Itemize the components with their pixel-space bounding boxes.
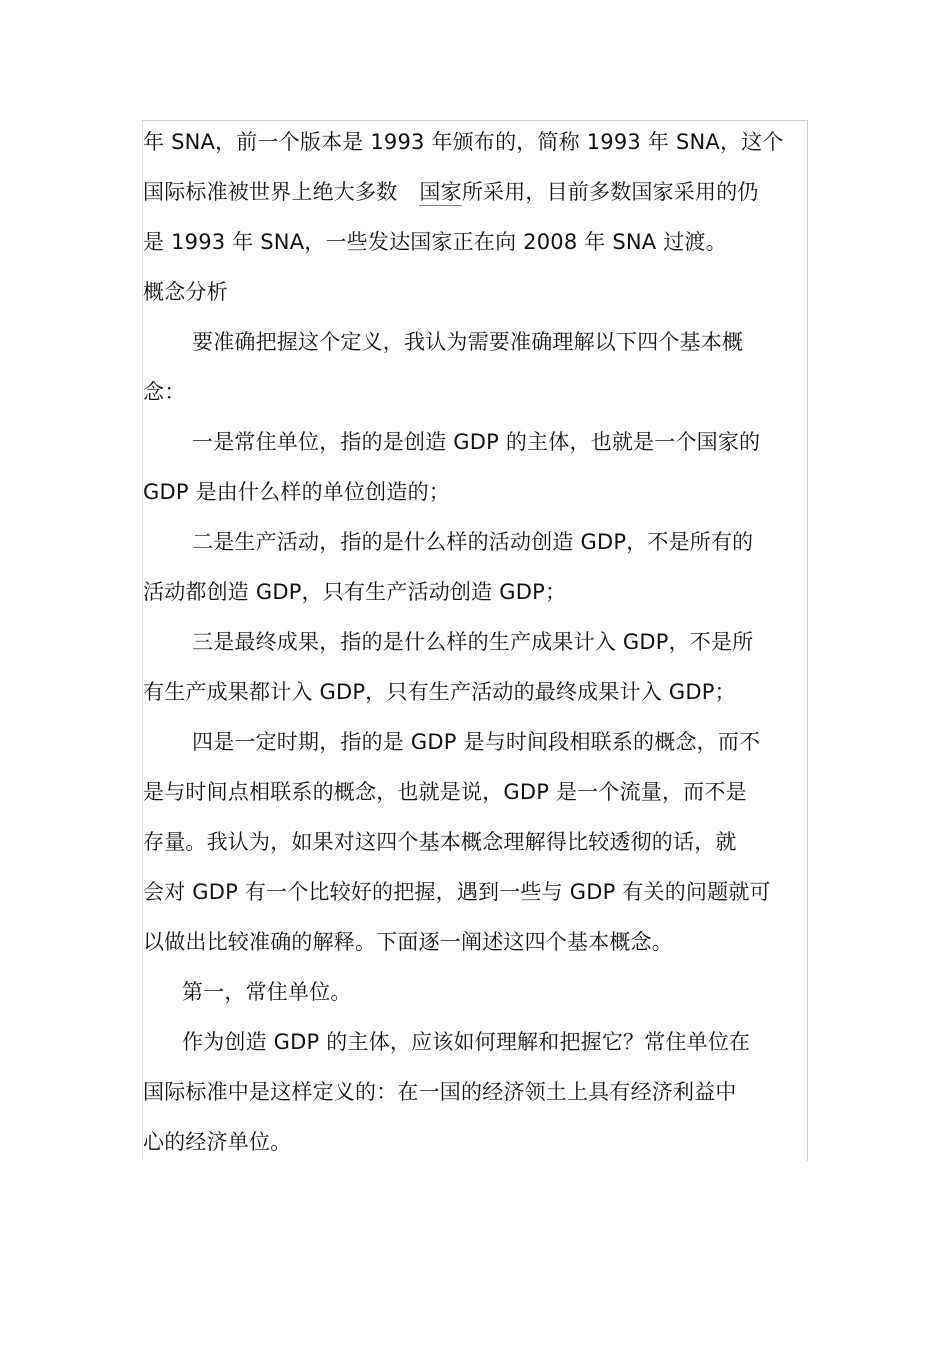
text-line-2-part-2: 所采用，目前多数国家采用的仍 [461, 180, 759, 204]
item-1-line-1: 一是常住单位，指的是创造 GDP 的主体，也就是一个国家的 [192, 430, 761, 454]
paragraph-resident-line-2: 国际标准中是这样定义的：在一国的经济领土上具有经济利益中 [143, 1080, 737, 1104]
text-line-2-part-1: 国际标准被世界上绝大多数 [143, 180, 398, 204]
text-line-2 [143, 178, 759, 206]
subheading-first-resident-unit: 第一，常住单位。 [182, 980, 352, 1004]
item-4-line-3: 存量。我认为，如果对这四个基本概念理解得比较透彻的话，就 [143, 830, 737, 854]
item-2-line-2: 活动都创造 GDP，只有生产活动创造 GDP； [143, 580, 567, 604]
text-line-3: 是 1993 年 SNA，一些发达国家正在向 2008 年 SNA 过渡。 [143, 230, 727, 254]
item-3-line-1: 三是最终成果，指的是什么样的生产成果计入 GDP，不是所 [192, 630, 754, 654]
item-3-line-2: 有生产成果都计入 GDP，只有生产活动的最终成果计入 GDP； [143, 680, 736, 704]
link-country[interactable]: 国家 [419, 180, 462, 204]
item-4-line-1: 四是一定时期，指的是 GDP 是与时间段相联系的概念，而不 [192, 730, 761, 754]
item-4-line-2: 是与时间点相联系的概念，也就是说，GDP 是一个流量，而不是 [143, 780, 747, 804]
item-4-line-5: 以做出比较准确的解释。下面逐一阐述这四个基本概念。 [143, 930, 673, 954]
item-2-line-1: 二是生产活动，指的是什么样的活动创造 GDP，不是所有的 [192, 530, 754, 554]
item-1-line-2: GDP 是由什么样的单位创造的； [143, 480, 450, 504]
item-4-line-4: 会对 GDP 有一个比较好的把握，遇到一些与 GDP 有关的问题就可 [143, 880, 771, 904]
paragraph-intro-line-1: 要准确把握这个定义，我认为需要准确理解以下四个基本概 [192, 330, 744, 354]
paragraph-intro-line-2: 念： [143, 380, 186, 404]
section-heading-concept-analysis: 概念分析 [143, 280, 228, 304]
paragraph-resident-line-3: 心的经济单位。 [143, 1130, 292, 1154]
paragraph-resident-line-1: 作为创造 GDP 的主体，应该如何理解和把握它？常住单位在 [182, 1030, 751, 1054]
text-line-1: 年 SNA，前一个版本是 1993 年颁布的，简称 1993 年 SNA，这个 [143, 130, 784, 154]
